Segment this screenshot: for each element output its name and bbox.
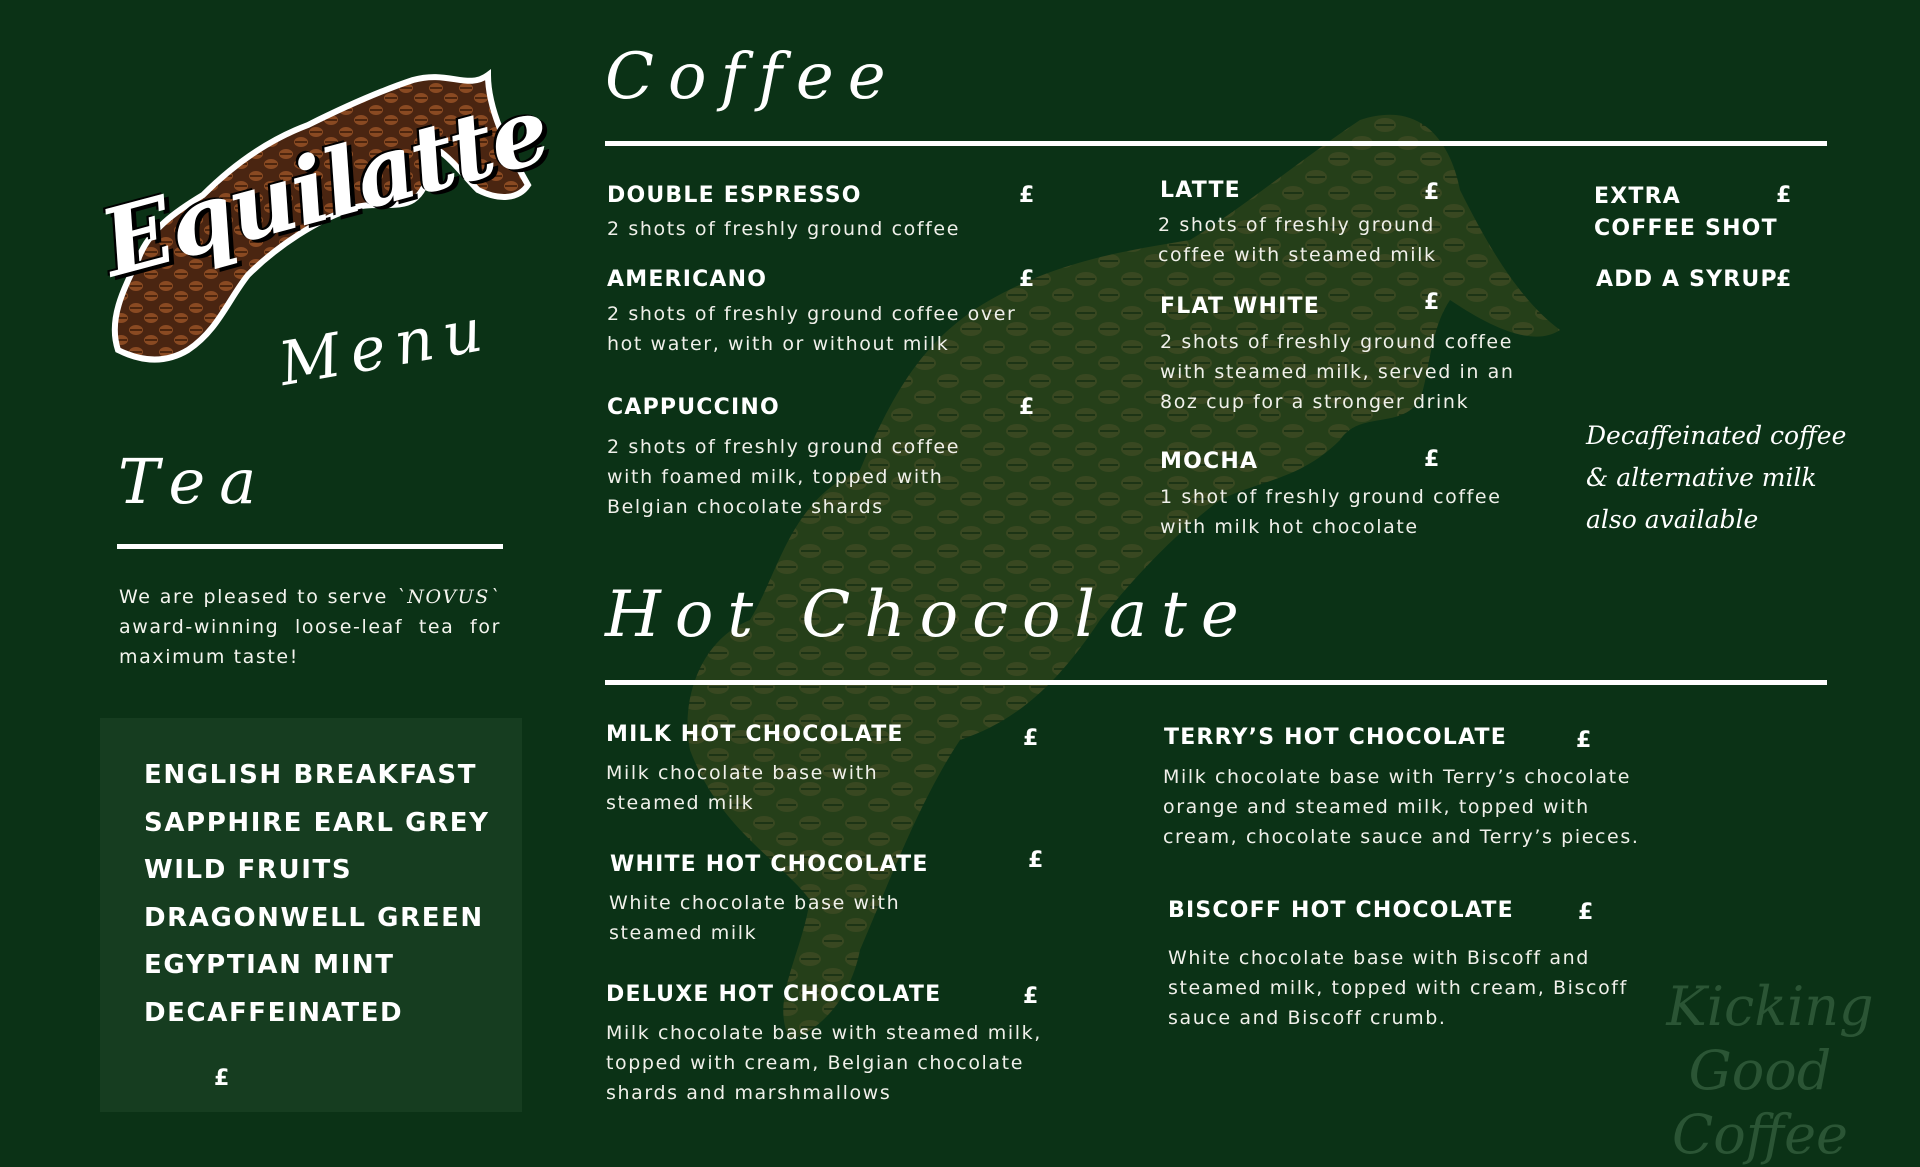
tea-heading: Tea — [118, 445, 271, 518]
menu-item-desc: Milk chocolate base with steamed milk, topped with cream, Belgian chocolate shards and marshmallows — [606, 1022, 1042, 1104]
menu-item-title: BISCOFF HOT CHOCOLATE — [1168, 898, 1514, 923]
tea-intro-after: award-winning loose-leaf tea for maximum taste! — [119, 616, 501, 668]
tea-heading-rule — [117, 544, 503, 549]
menu-item-price: £ — [1019, 395, 1035, 420]
menu-item-desc: White chocolate base with steamed milk — [609, 892, 901, 944]
menu-item-price: £ — [1424, 447, 1440, 472]
menu-item-price: £ — [1424, 180, 1440, 205]
menu-item-desc: 2 shots of freshly ground coffee — [607, 218, 961, 240]
extra-shot-title — [1594, 181, 1778, 245]
menu-item-price: £ — [1424, 290, 1440, 315]
menu-item-desc: White chocolate base with Biscoff and steamed milk, topped with cream, Biscoff sauce and Biscoff crumb. — [1168, 947, 1628, 1029]
decaf-note-line: also available — [1586, 505, 1759, 534]
tagline-line: Kicking — [1666, 975, 1874, 1038]
tea-item: WILD FRUITS — [144, 855, 353, 885]
menu-item-title: DELUXE HOT CHOCOLATE — [606, 982, 942, 1007]
menu-item-price: £ — [1023, 726, 1039, 751]
menu-item-title: TERRY’S HOT CHOCOLATE — [1164, 725, 1507, 750]
tea-item: DRAGONWELL GREEN — [144, 902, 484, 933]
menu-item-desc: Milk chocolate base with Terry’s chocolate orange and steamed milk, topped with cream, chocolate sauce and Terry’s pieces. — [1163, 766, 1640, 848]
syrup-title: ADD A SYRUP — [1596, 267, 1778, 292]
menu-item-desc: 1 shot of freshly ground coffee with milk hot chocolate — [1160, 486, 1502, 538]
tagline-line: Good Coffee — [1671, 1039, 1848, 1166]
tea-intro-brand: `NOVUS` — [396, 586, 501, 608]
extra-shot-line-1: EXTRA — [1594, 184, 1681, 209]
menu-item-title: LATTE — [1160, 178, 1241, 203]
coffee-heading-rule — [605, 141, 1827, 146]
menu-item-title: DOUBLE ESPRESSO — [607, 183, 862, 208]
menu-item-price: £ — [1019, 267, 1035, 292]
tea-item: ENGLISH BREAKFAST — [144, 760, 478, 790]
menu-item-desc: 2 shots of freshly ground coffee with steamed milk — [1158, 214, 1437, 266]
tea-list-box — [100, 718, 522, 1112]
hot-chocolate-heading: Hot Chocolate — [605, 578, 1253, 652]
tagline — [1600, 975, 1920, 1167]
hot-chocolate-heading-rule — [605, 680, 1827, 685]
brand-name: Equilatte — [90, 75, 559, 299]
menu-item-price: £ — [1576, 728, 1592, 753]
menu-item-title: MOCHA — [1160, 449, 1259, 474]
syrup-price: £ — [1776, 267, 1792, 292]
tea-price: £ — [214, 1066, 230, 1091]
decaf-note — [1586, 415, 1846, 541]
decaf-note-line: & alternative milk — [1586, 463, 1817, 492]
tea-item: DECAFFEINATED — [144, 997, 404, 1028]
menu-item-price: £ — [1019, 183, 1035, 208]
menu-item-price: £ — [1578, 900, 1594, 925]
extra-shot-line-2: COFFEE SHOT — [1594, 216, 1778, 241]
menu-item-title: FLAT WHITE — [1160, 294, 1320, 319]
decaf-note-line: Decaffeinated coffee — [1586, 421, 1847, 450]
menu-item-title: AMERICANO — [607, 267, 768, 292]
tea-intro-before: We are pleased to serve — [119, 586, 397, 608]
extra-shot-price: £ — [1776, 183, 1792, 208]
menu-item-title: WHITE HOT CHOCOLATE — [610, 852, 929, 877]
menu-item-desc: Milk chocolate base with steamed milk — [606, 762, 879, 814]
menu-subtitle: Menu — [273, 293, 497, 400]
tea-item: SAPPHIRE EARL GREY — [144, 807, 490, 838]
coffee-heading: Coffee — [605, 40, 900, 114]
tea-intro — [119, 582, 501, 672]
tea-item: EGYPTIAN MINT — [144, 950, 395, 980]
menu-item-desc: 2 shots of freshly ground coffee with steamed milk, served in an 8oz cup for a stronger drink — [1160, 331, 1515, 413]
menu-item-price: £ — [1023, 984, 1039, 1009]
menu-item-title: CAPPUCCINO — [607, 395, 780, 420]
menu-item-price: £ — [1028, 848, 1044, 873]
menu-item-desc: 2 shots of freshly ground coffee with foamed milk, topped with Belgian chocolate shards — [607, 436, 961, 518]
menu-item-title: MILK HOT CHOCOLATE — [606, 722, 904, 747]
menu-item-desc: 2 shots of freshly ground coffee over hot water, with or without milk — [607, 303, 1017, 355]
